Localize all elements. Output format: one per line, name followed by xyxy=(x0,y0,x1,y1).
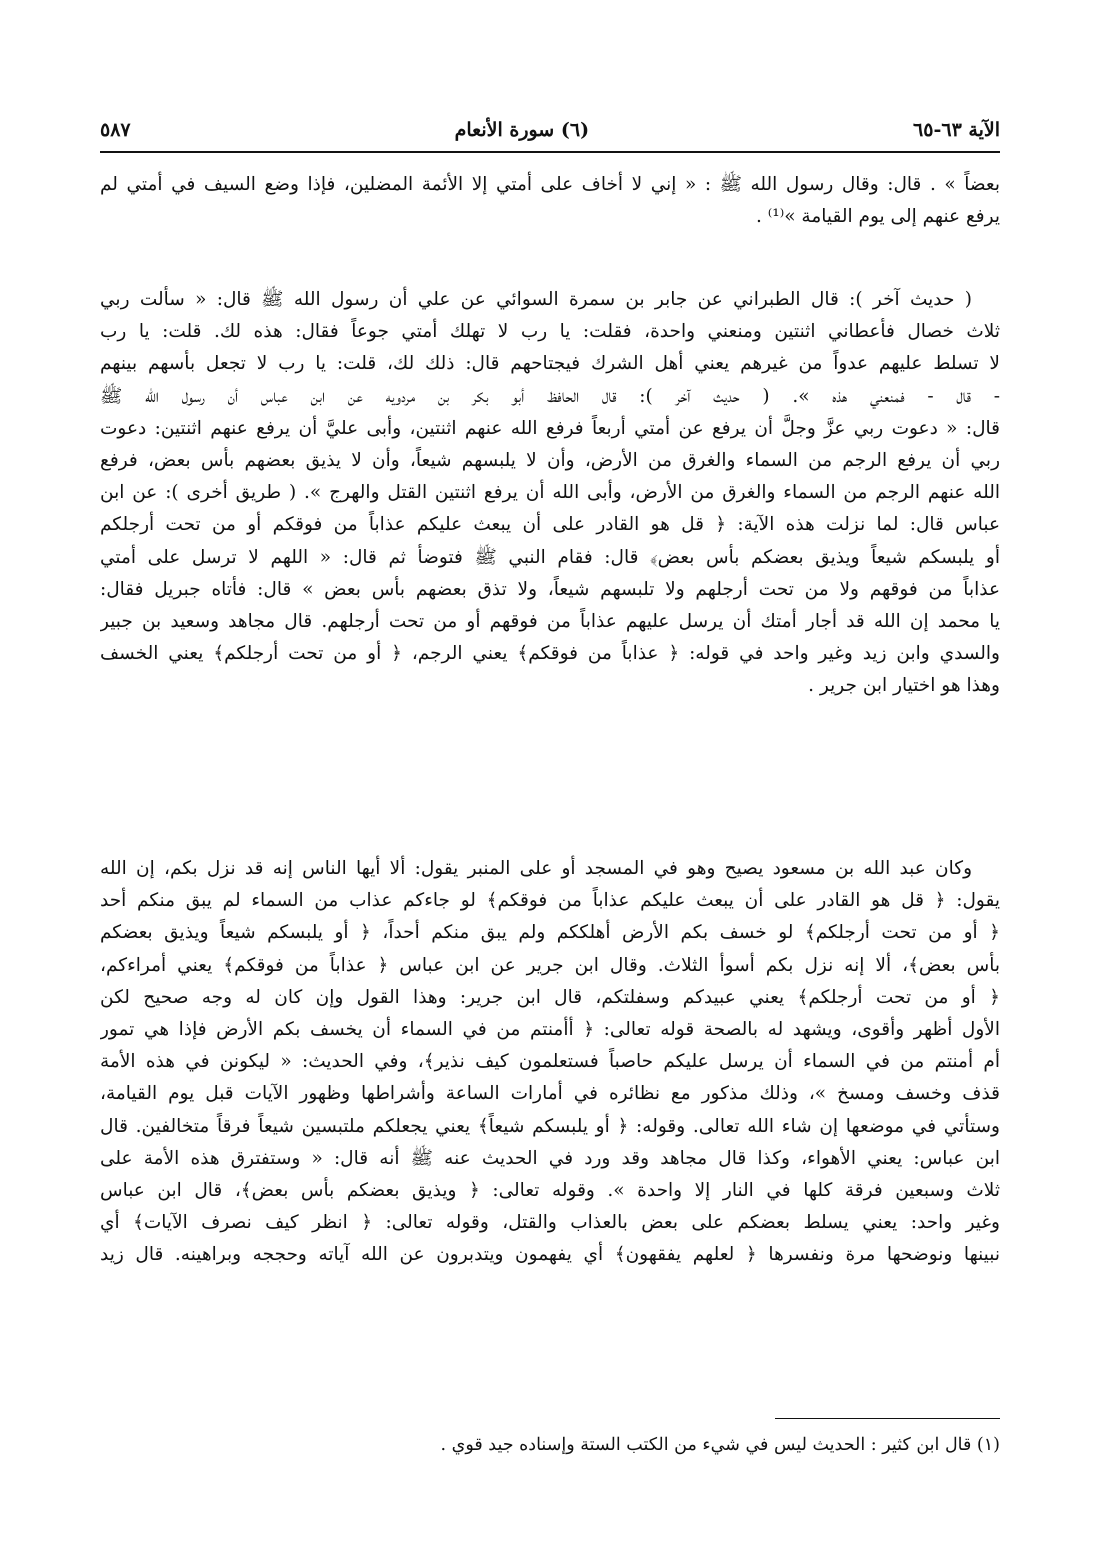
text-line: بأس بعض﴾، ألا إنه نزل بكم أسوأ الثلاث. وقال ابن جرير عن ابن عباس ﴿ عذاباً من فوقكم﴾ يعني أمراءكم، xyxy=(100,954,1000,976)
verse-reference: الآية ٦٣-٦٥ xyxy=(913,119,1000,141)
text-line: أو يلبسكم شيعاً ويذيق بعضكم بأس بعض﴾ قال: فقام النبي ﷺ فتوضأ ثم قال: « اللهم لا ترسل على أمتي xyxy=(100,546,1000,568)
header-divider xyxy=(100,151,1000,153)
text-line: نبينها ونوضحها مرة ونفسرها ﴿ لعلهم يفقهون﴾ أي يفهمون ويتدبرون عن الله آياته وحججه وبراهينه. قال زيد xyxy=(100,1244,1000,1266)
text-line: لا تسلط عليهم عدواً من غيرهم يعني أهل الشرك فيجتاحهم قال: ذلك لك، قلت: يا رب لا تجعل بأسهم بينهم xyxy=(100,353,1000,375)
text-line: بعضاً » . قال: وقال رسول الله ﷺ : « إني لا أخاف على أمتي إلا الأئمة المضلين، فإذا وضع السيف في أمتي لم xyxy=(100,174,1000,195)
paragraph-2 xyxy=(100,284,1000,702)
text-line: أم أمنتم من في السماء أن يرسل عليكم حاصباً فستعلمون كيف نذير﴾، وفي الحديث: « ليكونن في هذه الأمة xyxy=(100,1051,1000,1073)
text-line: ﴿ أو من تحت أرجلكم﴾ لو خسف بكم الأرض أهلككم ولم يبق منكم أحداً، ﴿ أو يلبسكم شيعاً ويذيق بعضكم xyxy=(100,922,1000,944)
text-line: وكان عبد الله بن مسعود يصيح وهو في المسجد أو على المنبر يقول: ألا أيها الناس إنه قد نزل بكم، إن الله xyxy=(100,858,972,879)
text-line: ( حديث آخر ): قال الطبراني عن جابر بن سمرة السوائي عن علي أن رسول الله ﷺ قال: « سألت ربي xyxy=(100,289,972,310)
text-line: وستأتي في موضعها إن شاء الله تعالى. وقوله: ﴿ أو يلبسكم شيعاً﴾ يعني يجعلكم ملتبسين شيعاً فرقاً متخالفين. قال xyxy=(100,1115,1000,1137)
text-line: وهذا هو اختيار ابن جرير . xyxy=(808,675,1000,697)
text-line: عذاباً من فوقهم ولا من تحت أرجلهم ولا تلبسهم شيعاً، ولا تذق بعضهم بأس بعض » قال: فأتاه جبريل فقال: xyxy=(100,578,1000,600)
page-number: ٥٨٧ xyxy=(100,119,131,141)
text-line: قذف وخسف ومسخ »، وذلك مذكور مع نظائره في أمارات الساعة وأشراطها وظهور الآيات قبل يوم القيامة، xyxy=(100,1083,1000,1105)
text-line: عباس قال: لما نزلت هذه الآية: ﴿ قل هو القادر على أن يبعث عليكم عذاباً من فوقكم أو من تحت أرجلكم xyxy=(100,514,1000,536)
text-line: قال: « دعوت ربي عزَّ وجلَّ أن يرفع عن أمتي أربعاً فرفع الله عنهم اثنتين، وأبى عليَّ أن يرفع عنهم اثنتين: دعوت xyxy=(100,417,1000,439)
text-line: والسدي وابن زيد وغير واحد في قوله: ﴿ عذاباً من فوقكم﴾ يعني الرجم، ﴿ أو من تحت أرجلكم﴾ يعني الخسف xyxy=(100,643,1000,665)
text-line: وغير واحد: يعني يسلط بعضكم على بعض بالعذاب والقتل، وقوله تعالى: ﴿ انظر كيف نصرف الآيات﴾ أي xyxy=(100,1212,1000,1234)
text-line: ثلاث وسبعين فرقة كلها في النار إلا واحدة ». وقوله تعالى: ﴿ ويذيق بعضكم بأس بعض﴾، قال ابن عباس xyxy=(100,1179,1000,1201)
footnote: (١) قال ابن كثير : الحديث ليس في شيء من الكتب الستة وإسناده جيد قوي . xyxy=(440,1435,1000,1455)
paragraph-1 xyxy=(100,169,1000,233)
text-line: يرفع عنهم إلى يوم القيامة »⁽¹⁾ . xyxy=(755,206,1000,228)
text-line: ﴿ أو من تحت أرجلكم﴾ يعني عبيدكم وسفلتكم، قال ابن جرير: وهذا القول وإن كان له وجه صحيح لكن xyxy=(100,986,1000,1008)
footnote-divider xyxy=(775,1418,1000,1419)
surah-title: (٦) سورة الأنعام xyxy=(454,119,590,141)
text-line: الله عنهم الرجم من السماء والغرق من الأرض، وأبى الله أن يرفع اثنتين القتل والهرج ». ( طريق أخرى ): عن ابن xyxy=(100,482,1000,504)
text-line: ربي أن يرفع الرجم من السماء والغرق من الأرض، وأن لا يلبسهم شيعاً، وأن لا يذيق بعضهم بأس بعض، فرفع xyxy=(100,449,1000,471)
text-line: ابن عباس: يعني الأهواء، وكذا قال مجاهد وقد ورد في الحديث عنه ﷺ أنه قال: « وستفترق هذه الأمة على xyxy=(100,1147,1000,1169)
text-line: الأول أظهر وأقوى، ويشهد له بالصحة قوله تعالى: ﴿ أأمنتم من في السماء أن يخسف بكم الأرض فإذا هي تمور xyxy=(100,1018,1000,1040)
text-line: يا محمد إن الله قد أجار أمتك أن يرسل عليهم عذاباً من فوقهم أو من تحت أرجلهم. قال مجاهد وسعيد بن جبير xyxy=(100,610,1000,632)
text-line: ثلاث خصال فأعطاني اثنتين ومنعني واحدة، فقلت: يا رب لا تهلك أمتي جوعاً فقال: هذه لك. قلت: يا رب xyxy=(100,321,1000,343)
running-header xyxy=(100,113,1000,147)
text-line: - قال - فمنعني هذه ». ( حديث آخر ): قال الحافظ أبو بكر بن مردويه عن ابن عباس أن رسول الله ﷺ xyxy=(100,385,1000,407)
paragraph-3 xyxy=(100,853,1000,1271)
text-line: يقول: ﴿ قل هو القادر على أن يبعث عليكم عذاباً من فوقكم﴾ لو جاءكم عذاب من السماء لم يبق منكم أحد xyxy=(100,890,1000,912)
